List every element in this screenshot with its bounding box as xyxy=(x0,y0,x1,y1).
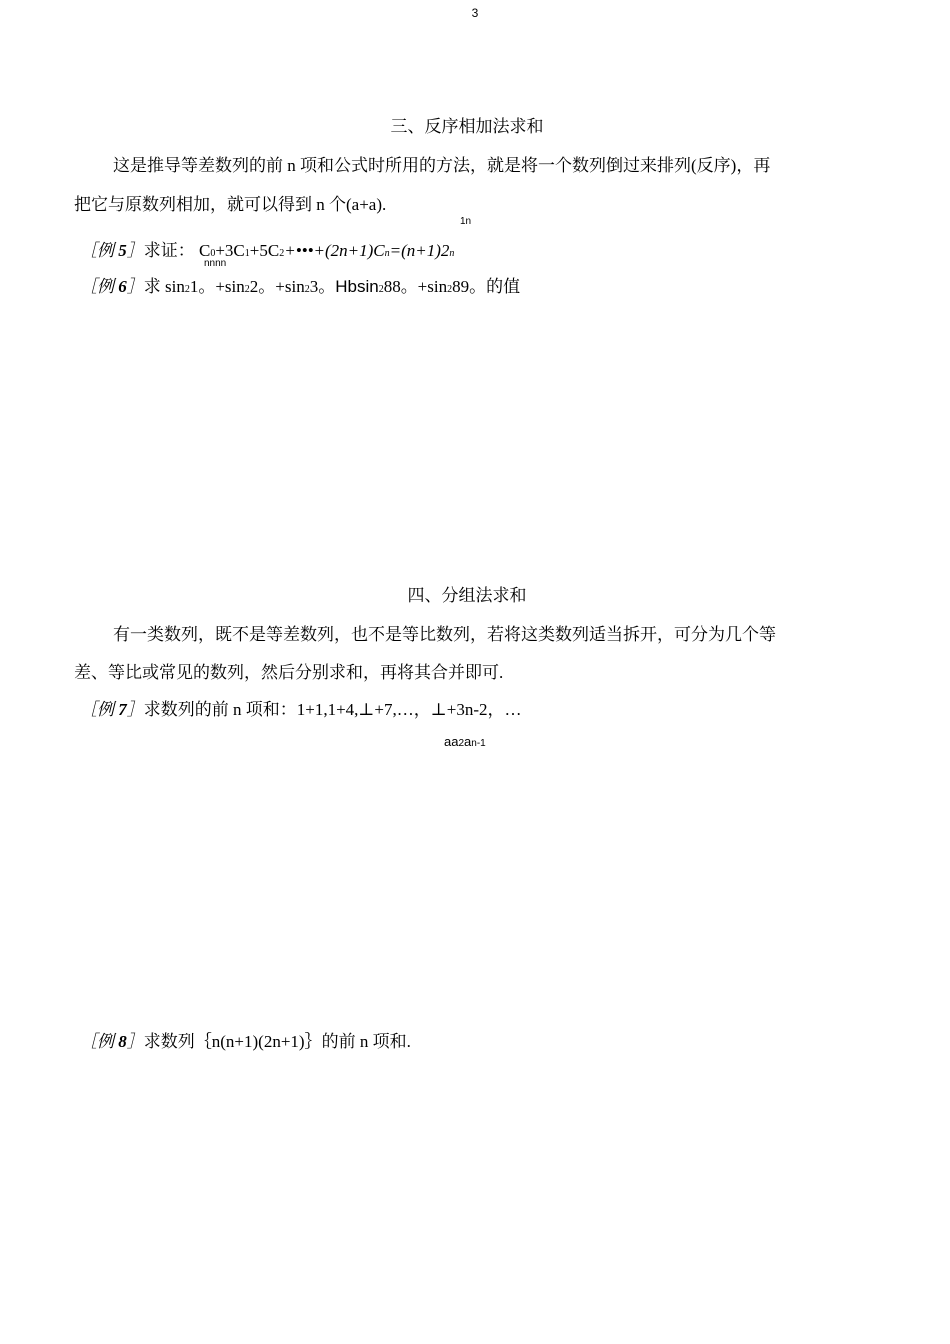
page-number: 3 xyxy=(471,6,479,20)
section4-paragraph-line2: 差、等比或常见的数列，然后分别求和，再将其合并即可. xyxy=(74,663,504,682)
example-8 xyxy=(80,1027,411,1052)
section4-paragraph-line1: 有一类数列，既不是等差数列，也不是等比数列，若将这类数列适当拆开，可分为几个等 xyxy=(113,625,776,644)
section-heading-group-sum: 四、分组法求和 xyxy=(407,586,527,605)
example-5-label: ［例 5］ xyxy=(80,241,144,260)
example-5-subscripts: nnnn xyxy=(204,258,227,269)
example-6 xyxy=(80,272,520,297)
example-7-label: ［例 7］ xyxy=(80,700,144,719)
section-heading-reverse-sum: 三、反序相加法求和 xyxy=(390,117,544,136)
example-7 xyxy=(80,695,522,720)
example-5 xyxy=(80,236,454,261)
example-8-text: 求数列｛n(n+1)(2n+1)｝的前 n 项和. xyxy=(143,1032,411,1051)
example-8-label: ［例 8］ xyxy=(80,1032,144,1051)
example-5-formula: C0+3C1+5C2+•••+(2n+1)Cn=(n+1)2n xyxy=(199,241,455,260)
example-6-text: 求 sin21。+sin22。+sin23。Hbsin288。+sin289。的值 xyxy=(143,277,521,296)
section3-paragraph-line1: 这是推导等差数列的前 n 项和公式时所用的方法，就是将一个数列倒过来排列(反序)，再 xyxy=(113,156,771,175)
example-6-label: ［例 6］ xyxy=(80,277,144,296)
example-7-denominators: aa2an-1 xyxy=(444,734,486,749)
section3-note-1n: 1n xyxy=(460,216,472,227)
section3-paragraph-line2: 把它与原数列相加，就可以得到 n 个(a+a). xyxy=(74,195,387,214)
example-5-prefix: 求证： xyxy=(143,241,195,260)
example-7-text: 求数列的前 n 项和：1+1,1+4,⊥+7,…，⊥+3n-2，… xyxy=(143,700,522,719)
